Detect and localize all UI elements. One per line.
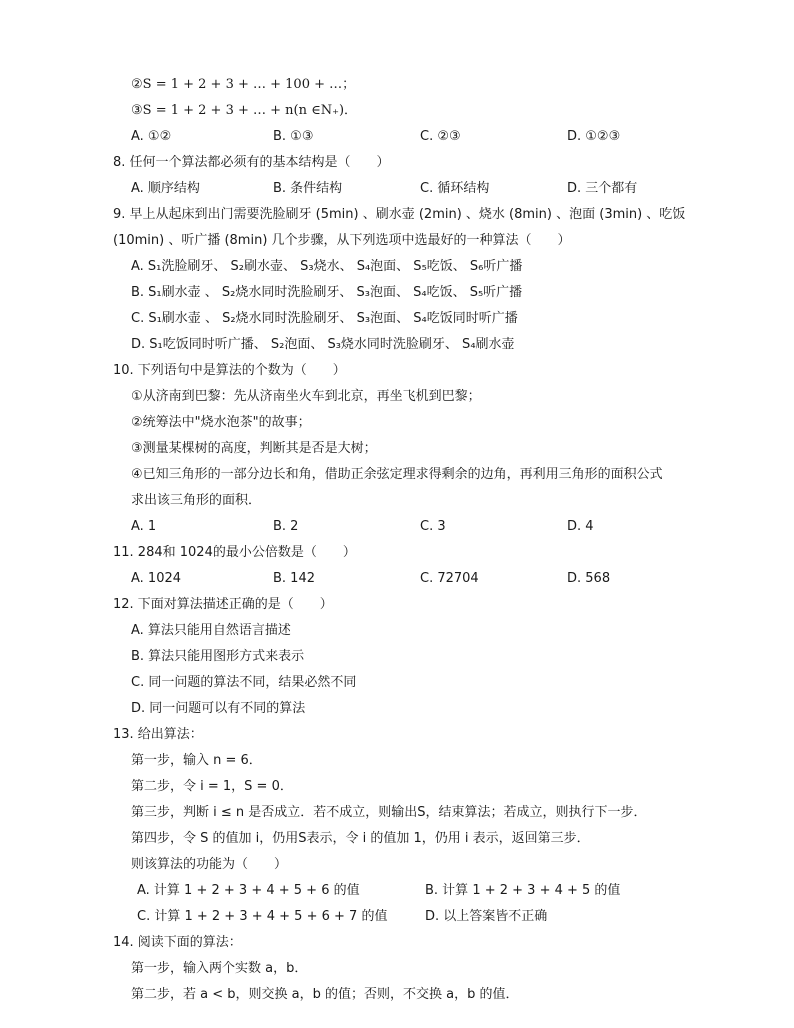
statement-3: ③S = 1 + 2 + 3 + … + n(n ∈N₊)． [131, 103, 358, 118]
options-row [113, 566, 713, 592]
option-b: B. 142 [273, 571, 315, 586]
statement-4-continued: 求出该三角形的面积． [131, 493, 262, 508]
question-prompt: 则该算法的功能为（ ） [131, 857, 288, 872]
option-c: C. S₁刷水壶 、 S₂烧水同时洗脸刷牙、 S₃泡面、 S₄吃饭同时听广播 [131, 311, 518, 326]
option-a: A. 算法只能用自然语言描述 [131, 623, 291, 638]
option-b: B. S₁刷水壶 、 S₂烧水同时洗脸刷牙、 S₃泡面、 S₄吃饭、 S₅听广播 [131, 285, 523, 300]
option-c: C. ②③ [420, 129, 461, 144]
algorithm-step-2: 第二步，若 a < b，则交换 a，b 的值；否则，不交换 a，b 的值． [131, 987, 519, 1002]
option-c: C. 72704 [420, 571, 479, 586]
question-stem-continued: (10min) 、听广播 (8min) 几个步骤，从下列选项中选最好的一种算法（ ） [113, 233, 571, 248]
statement-1: ①从济南到巴黎：先从济南坐火车到北京，再坐飞机到巴黎； [131, 389, 481, 404]
option-c: C. 同一问题的算法不同，结果必然不同 [131, 675, 357, 690]
options-row-2 [113, 904, 713, 930]
option-d: D. 三个都有 [567, 181, 638, 196]
algorithm-step-1: 第一步，输入两个实数 a，b． [131, 961, 308, 976]
question-stem: 14. 阅读下面的算法： [113, 935, 242, 950]
statement-3: ③测量某棵树的高度，判断其是否是大树； [131, 441, 377, 456]
option-b: B. ①③ [273, 129, 314, 144]
options-row [113, 176, 713, 202]
question-14 [113, 930, 713, 1008]
option-a: A. 计算 1 + 2 + 3 + 4 + 5 + 6 的值 [137, 883, 360, 898]
algorithm-step-1: 第一步，输入 n = 6． [131, 753, 262, 768]
question-8 [113, 150, 713, 202]
option-a: A. 1 [131, 519, 157, 534]
option-b: B. 算法只能用图形方式来表示 [131, 649, 305, 664]
question-10 [113, 358, 713, 540]
question-stem: 9. 早上从起床到出门需要洗脸刷牙 (5min) 、刷水壶 (2min) 、烧水 (8min) 、泡面 (3min) 、吃饭 [113, 207, 686, 222]
option-d: D. 4 [567, 519, 594, 534]
option-d: D. ①②③ [567, 129, 621, 144]
option-b: B. 条件结构 [273, 181, 343, 196]
algorithm-step-4: 第四步，令 S 的值加 i，仍用S表示，令 i 的值加 1，仍用 i 表示，返回第三步． [131, 831, 590, 846]
options-row [113, 124, 713, 150]
option-d: D. 以上答案皆不正确 [425, 909, 548, 924]
statement-2: ②S = 1 + 2 + 3 + … + 100 + …； [131, 77, 356, 92]
option-c: C. 3 [420, 519, 446, 534]
algorithm-step-3: 第三步，判断 i ≤ n 是否成立．若不成立，则输出S，结束算法；若成立，则执行下一步． [131, 805, 647, 820]
option-a: A. ①② [131, 129, 172, 144]
option-c: C. 计算 1 + 2 + 3 + 4 + 5 + 6 + 7 的值 [137, 909, 388, 924]
question-7-continued [113, 72, 713, 150]
question-13 [113, 722, 713, 930]
question-list [113, 72, 713, 1008]
option-d: D. S₁吃饭同时听广播、 S₂泡面、 S₃烧水同时洗脸刷牙、 S₄刷水壶 [131, 337, 515, 352]
option-c: C. 循环结构 [420, 181, 490, 196]
option-d: D. 同一问题可以有不同的算法 [131, 701, 306, 716]
question-stem: 8. 任何一个算法都必须有的基本结构是（ ） [113, 155, 390, 170]
algorithm-step-2: 第二步，令 i = 1，S = 0． [131, 779, 293, 794]
statement-2: ②统筹法中"烧水泡茶"的故事； [131, 415, 311, 430]
question-9 [113, 202, 713, 358]
option-a: A. 顺序结构 [131, 181, 200, 196]
question-stem: 10. 下列语句中是算法的个数为（ ） [113, 363, 346, 378]
option-b: B. 计算 1 + 2 + 3 + 4 + 5 的值 [425, 883, 621, 898]
option-a: A. 1024 [131, 571, 182, 586]
option-a: A. S₁洗脸刷牙、 S₂刷水壶、 S₃烧水、 S₄泡面、 S₅吃饭、 S₆听广播 [131, 259, 523, 274]
question-11 [113, 540, 713, 592]
statement-4: ④已知三角形的一部分边长和角，借助正余弦定理求得剩余的边角，再利用三角形的面积公式 [131, 467, 663, 482]
option-b: B. 2 [273, 519, 299, 534]
question-stem: 13. 给出算法： [113, 727, 203, 742]
question-12 [113, 592, 713, 722]
question-stem: 11. 284和 1024的最小公倍数是（ ） [113, 545, 356, 560]
options-row-1 [113, 878, 713, 904]
options-row [113, 514, 713, 540]
option-d: D. 568 [567, 571, 611, 586]
question-stem: 12. 下面对算法描述正确的是（ ） [113, 597, 333, 612]
